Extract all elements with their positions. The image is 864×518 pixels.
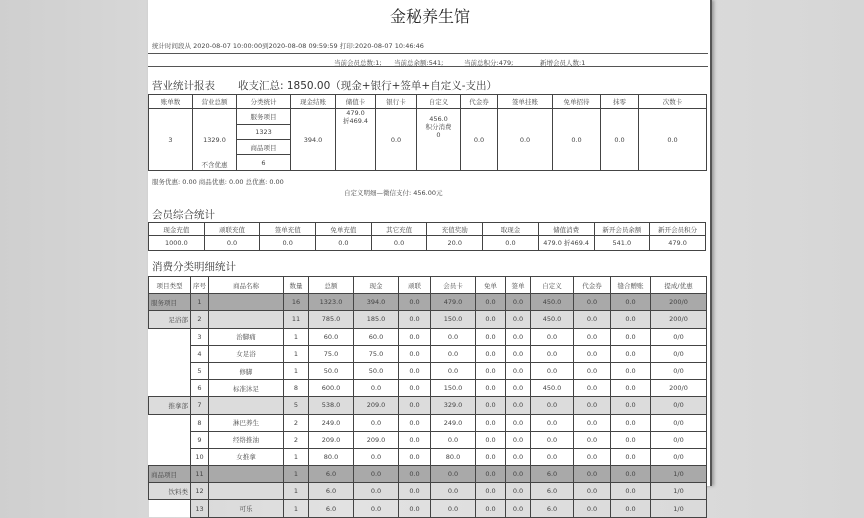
row-cell: 8 xyxy=(191,414,209,431)
business-header: 营业总额 xyxy=(193,95,237,109)
row-cell: 6.0 xyxy=(309,466,354,483)
stat-period: 统计时间段从 2020-08-07 10:00:00到2020-08-08 09:59:59 打印:2020-08-07 10:46:46 xyxy=(152,42,424,50)
member-value: 0.0 xyxy=(483,236,539,251)
row-category xyxy=(149,328,191,345)
bill-count: 3 xyxy=(149,109,193,171)
row-cell: 0.0 xyxy=(506,397,531,414)
new-members: 新增会员人数:1 xyxy=(540,59,586,67)
member-header: 取现金 xyxy=(483,223,539,236)
page-title: 金秘养生馆 xyxy=(389,7,470,26)
row-cell: 0.0 xyxy=(476,466,506,483)
row-cell: 淋巴养生 xyxy=(209,414,284,431)
row-cell xyxy=(209,311,284,328)
row-cell: 2 xyxy=(284,414,309,431)
row-cell: 0.0 xyxy=(574,431,611,448)
row-cell: 0.0 xyxy=(399,294,431,311)
row-cell: 0.0 xyxy=(574,294,611,311)
row-cell: 0.0 xyxy=(476,294,506,311)
row-cell: 0.0 xyxy=(476,414,506,431)
custom: 456.0 积分消费 0 xyxy=(417,109,461,171)
row-category xyxy=(149,500,191,517)
business-table xyxy=(148,94,707,171)
row-cell: 0/0 xyxy=(651,345,707,362)
row-cell: 200/0 xyxy=(651,294,707,311)
row-cell: 0.0 xyxy=(476,483,506,500)
row-cell: 200/0 xyxy=(651,380,707,397)
member-value: 20.0 xyxy=(427,236,483,251)
row-cell: 0.0 xyxy=(476,380,506,397)
row-cell: 0.0 xyxy=(611,311,651,328)
table-row xyxy=(149,500,707,517)
table-row xyxy=(149,466,707,483)
member-value: 479.0 折469.4 xyxy=(538,236,594,251)
row-cell xyxy=(209,294,284,311)
row-cell: 0.0 xyxy=(574,500,611,517)
category-service: 服务项目 xyxy=(237,109,291,125)
detail-table xyxy=(148,276,707,518)
row-cell: 0.0 xyxy=(506,294,531,311)
table-row xyxy=(149,362,707,379)
row-cell: 185.0 xyxy=(354,311,399,328)
row-cell: 209.0 xyxy=(309,431,354,448)
row-cell: 6.0 xyxy=(309,483,354,500)
detail-header: 数量 xyxy=(284,277,309,294)
row-cell: 50.0 xyxy=(309,362,354,379)
row-cell: 0.0 xyxy=(431,362,476,379)
row-cell: 0.0 xyxy=(399,345,431,362)
row-cell: 0.0 xyxy=(574,328,611,345)
business-header: 现金结账 xyxy=(291,95,336,109)
row-cell: 9 xyxy=(191,431,209,448)
table-row xyxy=(149,380,707,397)
row-cell: 0.0 xyxy=(476,311,506,328)
row-category xyxy=(149,448,191,465)
business-header: 抹零 xyxy=(601,95,639,109)
row-cell: 0.0 xyxy=(574,345,611,362)
row-cell: 0.0 xyxy=(354,414,399,431)
row-cell: 6.0 xyxy=(531,483,574,500)
row-cell: 0.0 xyxy=(506,345,531,362)
member-value: 0.0 xyxy=(204,236,260,251)
row-cell: 479.0 xyxy=(431,294,476,311)
row-cell: 8 xyxy=(284,380,309,397)
row-cell: 0.0 xyxy=(611,380,651,397)
row-cell: 1 xyxy=(284,483,309,500)
member-header: 其它充值 xyxy=(371,223,427,236)
row-cell: 0.0 xyxy=(506,380,531,397)
business-summary: 收支汇总: 1850.00（现金+银行+签单+自定义-支出） xyxy=(238,80,497,92)
business-header: 自定义 xyxy=(417,95,461,109)
row-cell: 0.0 xyxy=(431,483,476,500)
row-cell: 0.0 xyxy=(506,414,531,431)
row-cell: 538.0 xyxy=(309,397,354,414)
row-cell: 394.0 xyxy=(354,294,399,311)
row-cell: 60.0 xyxy=(309,328,354,345)
row-cell: 0.0 xyxy=(531,431,574,448)
row-cell: 12 xyxy=(191,483,209,500)
row-cell xyxy=(209,466,284,483)
detail-header: 代金券 xyxy=(574,277,611,294)
detail-header: 顽联 xyxy=(399,277,431,294)
row-cell: 0.0 xyxy=(431,431,476,448)
member-table xyxy=(148,222,706,251)
row-cell: 0.0 xyxy=(506,500,531,517)
row-cell: 0.0 xyxy=(531,448,574,465)
row-cell: 0.0 xyxy=(399,414,431,431)
member-header: 储值消费 xyxy=(538,223,594,236)
row-cell: 0.0 xyxy=(506,431,531,448)
row-cell: 0.0 xyxy=(506,328,531,345)
row-cell: 0.0 xyxy=(431,345,476,362)
row-cell xyxy=(209,397,284,414)
table-row xyxy=(149,414,707,431)
row-cell: 0.0 xyxy=(476,328,506,345)
total-points: 当前总积分:479; xyxy=(464,59,514,67)
row-cell: 0.0 xyxy=(531,328,574,345)
row-category xyxy=(149,431,191,448)
row-cell: 329.0 xyxy=(431,397,476,414)
row-category xyxy=(149,362,191,379)
row-cell: 1 xyxy=(284,362,309,379)
row-cell: 1 xyxy=(191,294,209,311)
member-value: 0.0 xyxy=(316,236,372,251)
row-cell: 6.0 xyxy=(531,500,574,517)
row-cell: 11 xyxy=(191,466,209,483)
detail-title: 消费分类明细统计 xyxy=(152,261,236,273)
row-cell: 5 xyxy=(191,362,209,379)
table-row xyxy=(149,448,707,465)
row-cell: 0/0 xyxy=(651,362,707,379)
member-value: 0.0 xyxy=(371,236,427,251)
row-cell: 0.0 xyxy=(611,448,651,465)
row-cell: 女足浴 xyxy=(209,345,284,362)
row-cell: 标准沐足 xyxy=(209,380,284,397)
report-page xyxy=(148,0,712,514)
row-cell: 16 xyxy=(284,294,309,311)
row-cell: 0.0 xyxy=(611,345,651,362)
row-cell: 0.0 xyxy=(611,362,651,379)
row-category xyxy=(149,414,191,431)
bank: 0.0 xyxy=(376,109,417,171)
row-cell: 1 xyxy=(284,500,309,517)
row-cell: 2 xyxy=(284,431,309,448)
row-cell: 249.0 xyxy=(431,414,476,431)
row-cell: 5 xyxy=(284,397,309,414)
row-cell: 75.0 xyxy=(354,345,399,362)
row-cell: 0.0 xyxy=(611,397,651,414)
row-cell: 450.0 xyxy=(531,380,574,397)
row-category: 服务项目 xyxy=(149,294,191,311)
business-title: 营业统计报表 xyxy=(152,80,215,92)
discounts: 服务优惠: 0.00 商品优惠: 0.00 总优惠: 0.00 xyxy=(152,178,284,186)
row-cell: 0.0 xyxy=(431,328,476,345)
row-cell: 0.0 xyxy=(431,466,476,483)
business-header: 账单数 xyxy=(149,95,193,109)
row-cell: 0.0 xyxy=(574,397,611,414)
row-cell: 0/0 xyxy=(651,448,707,465)
detail-header: 缝合赠账 xyxy=(611,277,651,294)
row-cell: 209.0 xyxy=(354,397,399,414)
row-cell: 1/0 xyxy=(651,466,707,483)
row-cell: 1/0 xyxy=(651,483,707,500)
row-cell: 600.0 xyxy=(309,380,354,397)
table-row xyxy=(149,311,707,328)
row-cell: 1 xyxy=(284,448,309,465)
business-header: 银行卡 xyxy=(376,95,417,109)
row-cell: 0.0 xyxy=(506,362,531,379)
row-cell: 2 xyxy=(191,311,209,328)
member-header: 现金充值 xyxy=(149,223,205,236)
sign: 0.0 xyxy=(498,109,553,171)
row-category: 商品项目 xyxy=(149,466,191,483)
row-cell: 0.0 xyxy=(399,500,431,517)
total-revenue: 1329.0 不含优惠 xyxy=(193,109,237,171)
row-cell: 0.0 xyxy=(531,345,574,362)
detail-header: 免单 xyxy=(476,277,506,294)
row-cell: 80.0 xyxy=(309,448,354,465)
row-category: 饮料类 xyxy=(149,483,191,500)
row-cell: 0.0 xyxy=(611,466,651,483)
detail-header: 项目类型 xyxy=(149,277,191,294)
row-cell: 女推拿 xyxy=(209,448,284,465)
row-cell: 0.0 xyxy=(399,466,431,483)
member-header: 免单充值 xyxy=(316,223,372,236)
row-cell: 150.0 xyxy=(431,311,476,328)
row-cell: 249.0 xyxy=(309,414,354,431)
table-row xyxy=(149,345,707,362)
round: 0.0 xyxy=(601,109,639,171)
detail-header: 签单 xyxy=(506,277,531,294)
business-header: 储值卡 xyxy=(336,95,376,109)
member-header: 顽联充值 xyxy=(204,223,260,236)
row-cell: 75.0 xyxy=(309,345,354,362)
row-cell: 0.0 xyxy=(574,414,611,431)
row-cell: 0.0 xyxy=(399,448,431,465)
detail-header: 会员卡 xyxy=(431,277,476,294)
row-cell: 0.0 xyxy=(399,431,431,448)
row-cell: 0.0 xyxy=(611,328,651,345)
row-cell: 0.0 xyxy=(354,380,399,397)
row-cell: 4 xyxy=(191,345,209,362)
detail-header: 自定义 xyxy=(531,277,574,294)
table-row xyxy=(149,294,707,311)
cash: 394.0 xyxy=(291,109,336,171)
row-cell: 3 xyxy=(191,328,209,345)
row-cell: 0.0 xyxy=(531,397,574,414)
business-header: 次数卡 xyxy=(639,95,707,109)
row-cell: 0.0 xyxy=(611,500,651,517)
row-cell: 可乐 xyxy=(209,500,284,517)
row-cell: 0.0 xyxy=(476,431,506,448)
row-cell: 0.0 xyxy=(574,380,611,397)
no-discount-label: 不含优惠 xyxy=(201,161,228,169)
free: 0.0 xyxy=(553,109,601,171)
row-cell: 0.0 xyxy=(354,466,399,483)
row-cell: 0.0 xyxy=(574,311,611,328)
row-cell: 0.0 xyxy=(574,448,611,465)
member-header: 新开会员余额 xyxy=(594,223,650,236)
member-value: 1000.0 xyxy=(149,236,205,251)
row-cell: 0.0 xyxy=(399,397,431,414)
category-service-value: 1323 xyxy=(237,125,291,140)
row-cell: 0.0 xyxy=(531,362,574,379)
business-header: 签单挂账 xyxy=(498,95,553,109)
row-cell: 0.0 xyxy=(476,397,506,414)
member-header: 新开会员积分 xyxy=(650,223,706,236)
row-cell: 0.0 xyxy=(611,414,651,431)
row-cell: 1 xyxy=(284,328,309,345)
row-cell: 150.0 xyxy=(431,380,476,397)
row-cell: 0.0 xyxy=(476,500,506,517)
row-cell: 1 xyxy=(284,345,309,362)
stored-card: 479.0 折469.4 xyxy=(336,109,376,171)
row-cell: 0.0 xyxy=(574,466,611,483)
table-row xyxy=(149,483,707,500)
row-cell: 0.0 xyxy=(506,466,531,483)
detail-header: 商品名称 xyxy=(209,277,284,294)
table-row xyxy=(149,328,707,345)
member-header: 签单充值 xyxy=(260,223,316,236)
business-header: 免单招待 xyxy=(553,95,601,109)
row-cell: 0.0 xyxy=(574,362,611,379)
row-cell: 0/0 xyxy=(651,414,707,431)
row-cell: 7 xyxy=(191,397,209,414)
row-cell: 6 xyxy=(191,380,209,397)
voucher: 0.0 xyxy=(461,109,498,171)
detail-header: 提成/优惠 xyxy=(651,277,707,294)
row-cell: 0.0 xyxy=(574,483,611,500)
row-cell: 0.0 xyxy=(506,311,531,328)
detail-header: 现金 xyxy=(354,277,399,294)
row-cell: 1323.0 xyxy=(309,294,354,311)
row-cell: 0.0 xyxy=(431,500,476,517)
row-cell: 经络推油 xyxy=(209,431,284,448)
row-cell: 0.0 xyxy=(354,500,399,517)
count-card: 0.0 xyxy=(639,109,707,171)
row-category: 足浴部 xyxy=(149,311,191,328)
row-cell xyxy=(209,483,284,500)
row-cell: 1/0 xyxy=(651,500,707,517)
row-cell: 785.0 xyxy=(309,311,354,328)
table-row xyxy=(149,431,707,448)
detail-header: 总额 xyxy=(309,277,354,294)
row-cell: 修脚 xyxy=(209,362,284,379)
row-cell: 1 xyxy=(284,466,309,483)
row-cell: 0.0 xyxy=(531,414,574,431)
row-cell: 0.0 xyxy=(611,294,651,311)
row-cell: 0.0 xyxy=(399,483,431,500)
row-cell: 0.0 xyxy=(399,311,431,328)
row-cell: 0/0 xyxy=(651,431,707,448)
total-balance: 当前总余额:541; xyxy=(394,59,444,67)
row-cell: 0.0 xyxy=(354,448,399,465)
row-cell: 50.0 xyxy=(354,362,399,379)
row-cell: 0.0 xyxy=(476,362,506,379)
member-value: 541.0 xyxy=(594,236,650,251)
row-cell: 6.0 xyxy=(309,500,354,517)
business-header: 代金券 xyxy=(461,95,498,109)
row-cell: 450.0 xyxy=(531,294,574,311)
row-cell: 0.0 xyxy=(476,345,506,362)
row-cell: 治脚痛 xyxy=(209,328,284,345)
row-cell: 0.0 xyxy=(399,328,431,345)
business-header: 分类统计 xyxy=(237,95,291,109)
row-cell: 0.0 xyxy=(611,431,651,448)
member-header: 充值奖励 xyxy=(427,223,483,236)
row-category xyxy=(149,345,191,362)
member-value: 479.0 xyxy=(650,236,706,251)
member-value: 0.0 xyxy=(260,236,316,251)
row-cell: 0.0 xyxy=(354,483,399,500)
row-cell: 60.0 xyxy=(354,328,399,345)
row-cell: 0/0 xyxy=(651,397,707,414)
category-goods-value: 6 xyxy=(237,155,291,171)
row-cell: 200/0 xyxy=(651,311,707,328)
table-row xyxy=(149,397,707,414)
detail-header: 序号 xyxy=(191,277,209,294)
row-cell: 0/0 xyxy=(651,328,707,345)
row-cell: 80.0 xyxy=(431,448,476,465)
row-cell: 0.0 xyxy=(611,483,651,500)
member-title: 会员综合统计 xyxy=(152,209,215,221)
row-cell: 13 xyxy=(191,500,209,517)
row-cell: 450.0 xyxy=(531,311,574,328)
row-category: 推拿部 xyxy=(149,397,191,414)
row-cell: 10 xyxy=(191,448,209,465)
member-total: 当前会员总数:1; xyxy=(334,59,382,67)
custom-detail: 自定义明细—微信支付: 456.00元 xyxy=(344,189,443,197)
row-cell: 0.0 xyxy=(506,483,531,500)
row-cell: 209.0 xyxy=(354,431,399,448)
row-category xyxy=(149,380,191,397)
row-cell: 11 xyxy=(284,311,309,328)
category-goods: 商品项目 xyxy=(237,140,291,155)
row-cell: 6.0 xyxy=(531,466,574,483)
row-cell: 0.0 xyxy=(476,448,506,465)
row-cell: 0.0 xyxy=(399,362,431,379)
row-cell: 0.0 xyxy=(506,448,531,465)
row-cell: 0.0 xyxy=(399,380,431,397)
